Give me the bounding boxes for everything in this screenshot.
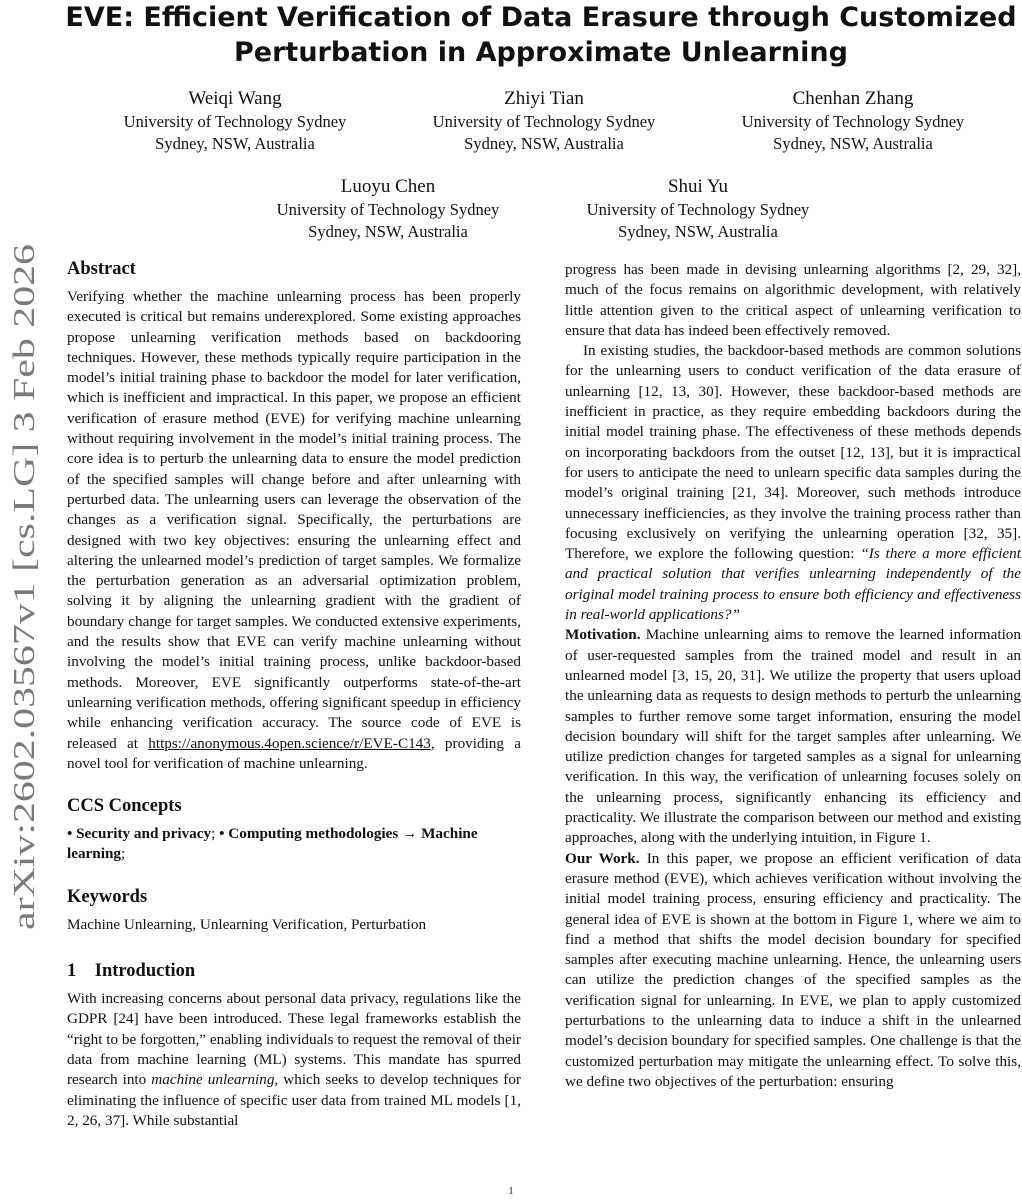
intro-paragraph-1-cont: progress has been made in devising unlearning algorithms [2, 29, 32], much of the focus remains on algorithmic development, with relatively little attention given to the critical aspect of unlearning verification to ensure that data has indeed been effectively removed.: [565, 261, 1021, 339]
author-name: Luoyu Chen: [340, 176, 436, 197]
arxiv-stamp-text: arXiv:2602.03567v1 [cs.LG] 3 Feb 2026: [6, 422, 41, 930]
our-work-label: Our Work.: [565, 849, 640, 867]
our-work-text: In this paper, we propose an efficient verification of data erasure method (EVE), which achieves verification without involving the initial model training process, ensuring efficiency and practicality. The general idea of EVE is shown at the bottom in Figure 1, where we aim to find a method that shifts the model decision boundary for specified samples after executing machine unlearning. Hence, the unlearning users can utilize the prediction changes of the specified samples as the verification signal for unlearning. In EVE, we plan to apply customized perturbations to the unlearning data to induce a shift in the unlearned model’s decision boundary for specified samples. One challenge is that the customized perturbation may mitigate the unlearning effect. To solve this, we define two objectives of the perturbation: ensuring: [565, 849, 1021, 1090]
author-location: Sydney, NSW, Australia: [464, 134, 624, 153]
ccs-end: ;: [121, 845, 126, 863]
abstract-body: Verifying whether the machine unlearning process has been properly executed is critical but remains underexplored. Some existing approaches propose unlearning verification methods based on backdooring techniques. However, these methods typically require participation in the model’s initial training phase to backdoor the model for later verification, which is inefficient and impractical. In this paper, we propose an efficient verification of erasure method (EVE) for verifying machine unlearning without requiring involvement in the model’s initial training process. The core idea is to perturb the unlearning data to ensure the model prediction of the specified samples will change before and after unlearning with perturbed data. The unlearning users can leverage the observation of the changes as a verification signal. Specifically, the perturbations are designed with two key objectives: ensuring the unlearning effect and altering the unlearned model’s prediction of target samples. We formalize the perturbation generation as an adversarial optimization problem, solving it by aligning the unlearning gradient with the gradient of boundary change for target samples. We conducted extensive experiments, and the results show that EVE can verify machine unlearning without involving the model’s initial training process, unlike backdoor-based methods. Moreover, EVE significantly outperforms state-of-the-art unlearning verification methods, offering significant speedup in efficiency while enhancing verification accuracy. The source code of EVE is released at: [67, 288, 521, 752]
intro-p1-emphasis: machine unlearning: [151, 1071, 275, 1089]
abstract-text: [67, 287, 521, 774]
ccs-text: [67, 824, 521, 865]
keywords-heading: Keywords: [67, 886, 148, 907]
intro-p2-question: “Is there a more efficient and practical solution that verifies unlearning independently of the original model training process to ensure both efficiency and effectiveness in real-world applications?”: [565, 545, 1021, 624]
arxiv-stamp: [2, 240, 42, 930]
author-block-2: [394, 87, 694, 155]
author-block-4: [238, 175, 538, 243]
ccs-separator: ;: [211, 825, 220, 843]
paper-title: [60, 0, 1022, 70]
intro-paragraph-2: [565, 341, 1021, 625]
author-block-5: [548, 175, 848, 243]
author-affiliation: University of Technology Sydney: [276, 200, 500, 219]
motivation-label: Motivation.: [565, 626, 641, 644]
title-line-1: EVE: Efficient Verification of Data Erasure through Customized: [65, 2, 1017, 33]
author-name: Zhiyi Tian: [504, 88, 584, 109]
arxiv-stamp-svg: [2, 240, 42, 930]
author-affiliation: University of Technology Sydney: [432, 112, 656, 131]
author-block-1: [85, 87, 385, 155]
intro-p1-text: With increasing concerns about personal data privacy, regulations like the GDPR [24] have been introduced. These legal frameworks establish the “right to be forgotten,” enabling individuals to request the removal of their data from machine learning (ML) systems. This mandate has spurred research into: [67, 990, 521, 1089]
source-code-link[interactable]: https://anonymous.4open.science/r/EVE-C143: [148, 734, 431, 752]
abstract-tail: , providing a novel tool for verification of machine unlearning.: [67, 734, 521, 772]
ccs-concept-1: • Security and privacy: [67, 825, 212, 843]
keywords-text: Machine Unlearning, Unlearning Verification, Perturbation: [67, 915, 427, 933]
intro-paragraph-1: [67, 989, 521, 1131]
author-affiliation: University of Technology Sydney: [741, 112, 965, 131]
author-location: Sydney, NSW, Australia: [773, 134, 933, 153]
abstract-heading: Abstract: [67, 259, 136, 279]
left-column: [67, 257, 521, 1131]
author-affiliation: University of Technology Sydney: [586, 200, 810, 219]
motivation-paragraph: [565, 625, 1021, 848]
author-name: Weiqi Wang: [188, 88, 282, 109]
page-number: 1: [508, 1186, 514, 1197]
right-column: [565, 260, 1021, 1092]
intro-p2-text: In existing studies, the backdoor-based methods are common solutions for the unlearning users to conduct verification of the data erasure of unlearning [12, 13, 30]. However, these backdoor-based methods are inefficient in practice, as they require embedding backdoors during the initial model training phase. The effectiveness of these methods depends on incorporating backdoors from the outset [12, 13], but it is impractical for users to anticipate the need to unlearn specific data samples during the model’s original training [21, 34]. Moreover, such methods introduce unnecessary inefficiencies, as they involve the training process rather than focusing exclusively on verifying the unlearning operation [32, 35]. Therefore, we explore the following question:: [565, 342, 1021, 563]
motivation-text: Machine unlearning aims to remove the learned information of user-requested samples from the trained model and result in an unlearned model [3, 15, 20, 31]. We utilize the property that users upload the unlearning data as requests to design methods to perturb the unlearning samples to further remove some target information, ensuring the model decision boundary will shift for the target samples after unlearning. We utilize prediction changes for targeted samples as a signal for unlearning verification. In this way, the verification of unlearning focuses solely on the unlearning process, significantly enhancing its efficiency and practicality. We illustrate the comparison between our method and existing approaches, along with the underlying intuition, in Figure 1.: [565, 626, 1021, 847]
author-affiliation: University of Technology Sydney: [123, 112, 347, 131]
ccs-concept-2: • Computing methodologies → Machine learning: [67, 825, 478, 863]
intro-heading: 1 Introduction: [67, 961, 196, 982]
ccs-heading: CCS Concepts: [67, 796, 182, 817]
intro-p1-text-end: , which seeks to develop techniques for eliminating the influence of specific user data from trained ML models [1, 2, 26, 37]. While substantial: [67, 1071, 521, 1129]
author-location: Sydney, NSW, Australia: [618, 222, 778, 241]
author-name: Chenhan Zhang: [792, 88, 914, 109]
author-location: Sydney, NSW, Australia: [308, 222, 468, 241]
our-work-paragraph: [565, 849, 1021, 1093]
author-name: Shui Yu: [667, 176, 728, 197]
author-block-3: [703, 87, 1003, 155]
author-location: Sydney, NSW, Australia: [155, 134, 315, 153]
title-line-2: Perturbation in Approximate Unlearning: [234, 37, 848, 68]
